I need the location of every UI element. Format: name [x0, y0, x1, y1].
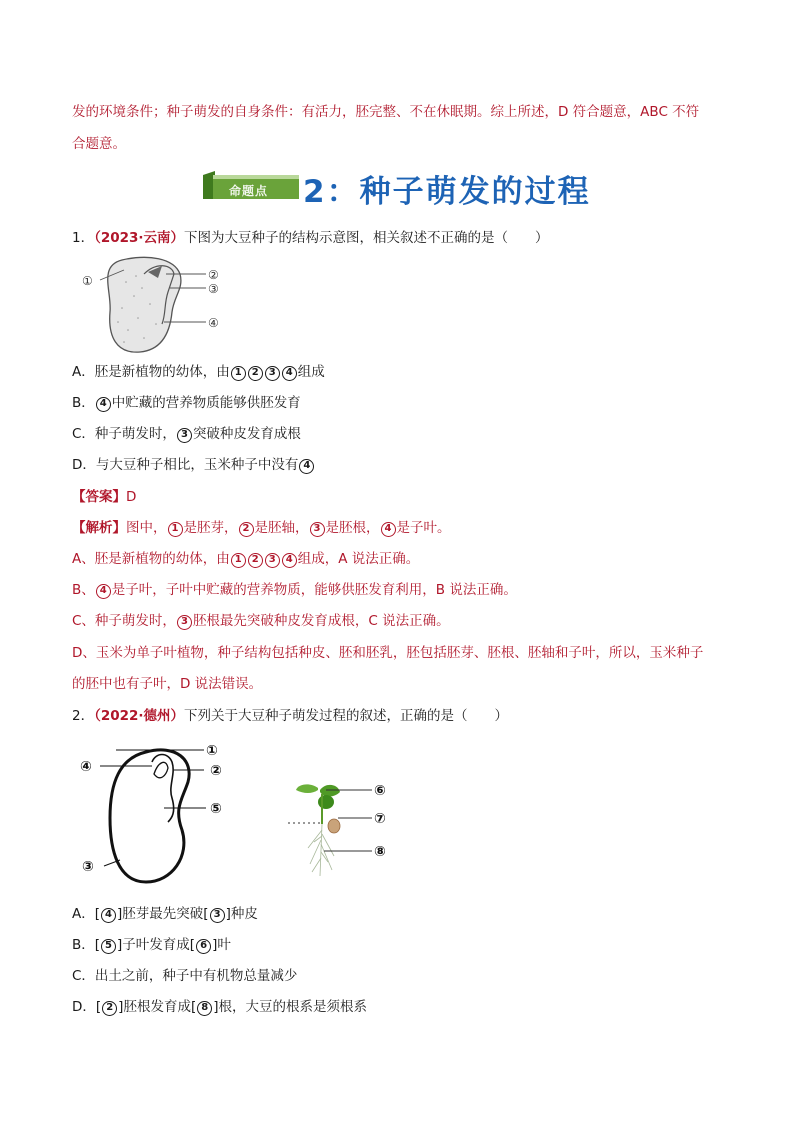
q2-seed-structure-figure	[76, 738, 246, 890]
q1-fig-label-4: ④	[208, 316, 219, 330]
q1-source: （2023·云南）	[94, 230, 185, 246]
q1-number: 1．	[72, 230, 95, 246]
q2-stem	[72, 706, 508, 726]
q1-option-c: C．种子萌发时， 3 突破种皮发育成根	[72, 426, 301, 442]
analysis-tag: 【解析】	[72, 520, 126, 536]
q2-option-d: D．[ 2 ]胚根发育成[ 8 ]根，大豆的根系是须根系	[72, 999, 367, 1015]
answer-value: D	[126, 489, 137, 505]
q1-stem	[72, 228, 549, 248]
q1-soybean-seed-figure	[78, 252, 238, 356]
q2-number: 2．	[72, 708, 95, 724]
q1-fig-label-3: ③	[208, 282, 219, 296]
q2-seedling-figure	[282, 778, 402, 878]
q1-answer	[72, 487, 136, 507]
q1-fig-label-1: ①	[82, 274, 93, 288]
q2-fig-label-5: ⑤	[210, 801, 222, 817]
q1-option-d: D．与大豆种子相比，玉米种子中没有 4	[72, 455, 315, 475]
q2-fig-label-7: ⑦	[374, 811, 386, 827]
q1-analysis-intro: 【解析】图中， 1 是胚芽， 2 是胚轴， 3 是胚根， 4 是子叶。	[72, 520, 451, 536]
section-heading	[203, 168, 603, 210]
q1-fig-label-2: ②	[208, 268, 219, 282]
q2-source: （2022·德州）	[94, 708, 185, 724]
intro-line-1: 发的环境条件；种子萌发的自身条件：有活力，胚完整、不在休眠期。综上所述，D 符合题意，ABC 不符	[72, 104, 700, 120]
q2-option-a: A．[ 4 ]胚芽最先突破[ 3 ]种皮	[72, 906, 258, 922]
q1-option-a: A．胚是新植物的幼体，由 1 2 3 4 组成	[72, 364, 325, 380]
q1-analysis-d2: 的胚中也有子叶，D 说法错误。	[72, 676, 263, 692]
section-badge-label: 命题点	[229, 184, 269, 198]
q2-fig-label-1: ①	[206, 743, 218, 759]
q2-fig-label-6: ⑥	[374, 783, 386, 799]
q2-option-b: B．[ 5 ]子叶发育成[ 6 ]叶	[72, 937, 231, 953]
q2-option-c: C．出土之前，种子中有机物总量减少	[72, 968, 298, 984]
q2-fig-label-3: ③	[82, 859, 94, 875]
intro-line-2: 合题意。	[72, 136, 126, 152]
q2-fig-label-8: ⑧	[374, 844, 386, 860]
q1-analysis-b: B、 4 是子叶，子叶中贮藏的营养物质，能够供胚发育利用，B 说法正确。	[72, 582, 517, 598]
answer-tag: 【答案】	[72, 489, 126, 505]
section-title: 2：种子萌发的过程	[303, 174, 591, 210]
q1-analysis-d1: D、玉米为单子叶植物，种子结构包括种皮、胚和胚乳，胚包括胚芽、胚根、胚轴和子叶，所以，玉米种子	[72, 645, 704, 661]
q2-fig-label-4: ④	[80, 759, 92, 775]
q2-stem-text: 下列关于大豆种子萌发过程的叙述，正确的是（ ）	[184, 708, 509, 724]
q1-analysis-c: C、种子萌发时， 3 胚根最先突破种皮发育成根，C 说法正确。	[72, 613, 450, 629]
q1-option-b: B． 4 中贮藏的营养物质能够供胚发育	[72, 395, 301, 411]
q2-fig-label-2: ②	[210, 763, 222, 779]
q1-stem-text: 下图为大豆种子的结构示意图，相关叙述不正确的是（ ）	[184, 230, 549, 246]
q1-analysis-a: A、胚是新植物的幼体，由 1 2 3 4 组成，A 说法正确。	[72, 551, 420, 567]
